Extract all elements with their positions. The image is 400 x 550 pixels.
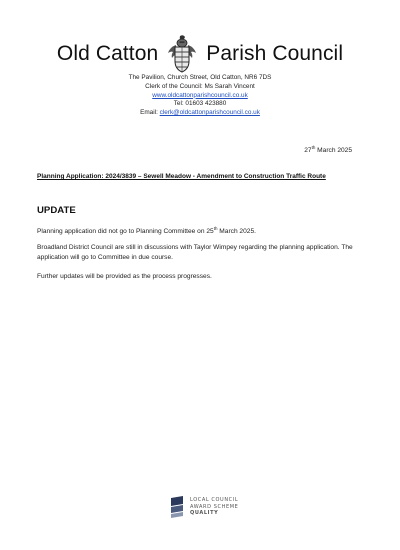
p1-text: Planning application did not go to Planning Committee on 25 bbox=[37, 228, 214, 236]
date-day: 27 bbox=[304, 147, 312, 155]
p1-text-end: March 2025. bbox=[217, 228, 256, 236]
update-heading: UPDATE bbox=[37, 205, 76, 216]
address-line: The Pavilion, Church Street, Old Catton, NR6 7DS bbox=[128, 74, 272, 81]
logo-line-2: AWARD SCHEME bbox=[190, 503, 239, 510]
paragraph-committee bbox=[37, 224, 372, 237]
letter-date bbox=[304, 145, 352, 154]
title-right: Parish Council bbox=[206, 42, 344, 65]
local-council-award-icon bbox=[169, 496, 185, 518]
planning-application-subject: Planning Application: 2024/3839 – Sewell Meadow - Amendment to Construction Traffic Route bbox=[37, 173, 326, 180]
parish-crest-icon bbox=[165, 34, 199, 74]
p1-sup: th bbox=[213, 226, 218, 231]
logo-line-3: QUALITY bbox=[190, 510, 219, 517]
date-suffix: th bbox=[311, 145, 316, 150]
award-scheme-logo bbox=[169, 496, 238, 518]
date-month-year: March 2025 bbox=[315, 147, 352, 155]
email-label: Email: bbox=[140, 109, 158, 117]
website-link[interactable]: www.oldcattonparishcouncil.co.uk bbox=[152, 91, 248, 99]
title-left: Old Catton bbox=[56, 42, 159, 65]
logo-line-1: LOCAL COUNCIL bbox=[190, 497, 239, 504]
paragraph-further-updates: Further updates will be provided as the process progresses. bbox=[37, 273, 212, 280]
clerk-line: Clerk of the Council: Ms Sarah Vincent bbox=[145, 82, 255, 90]
letterhead-address bbox=[0, 74, 400, 118]
letterhead-title bbox=[0, 34, 400, 74]
telephone-line: Tel: 01603 423880 bbox=[173, 100, 227, 108]
email-link[interactable]: clerk@oldcattonparishcouncil.co.uk bbox=[159, 109, 260, 117]
paragraph-discussions: Broadland District Council are still in discussions with Taylor Wimpey regarding the planning application. The application will go to Committee in due course. bbox=[37, 244, 353, 261]
